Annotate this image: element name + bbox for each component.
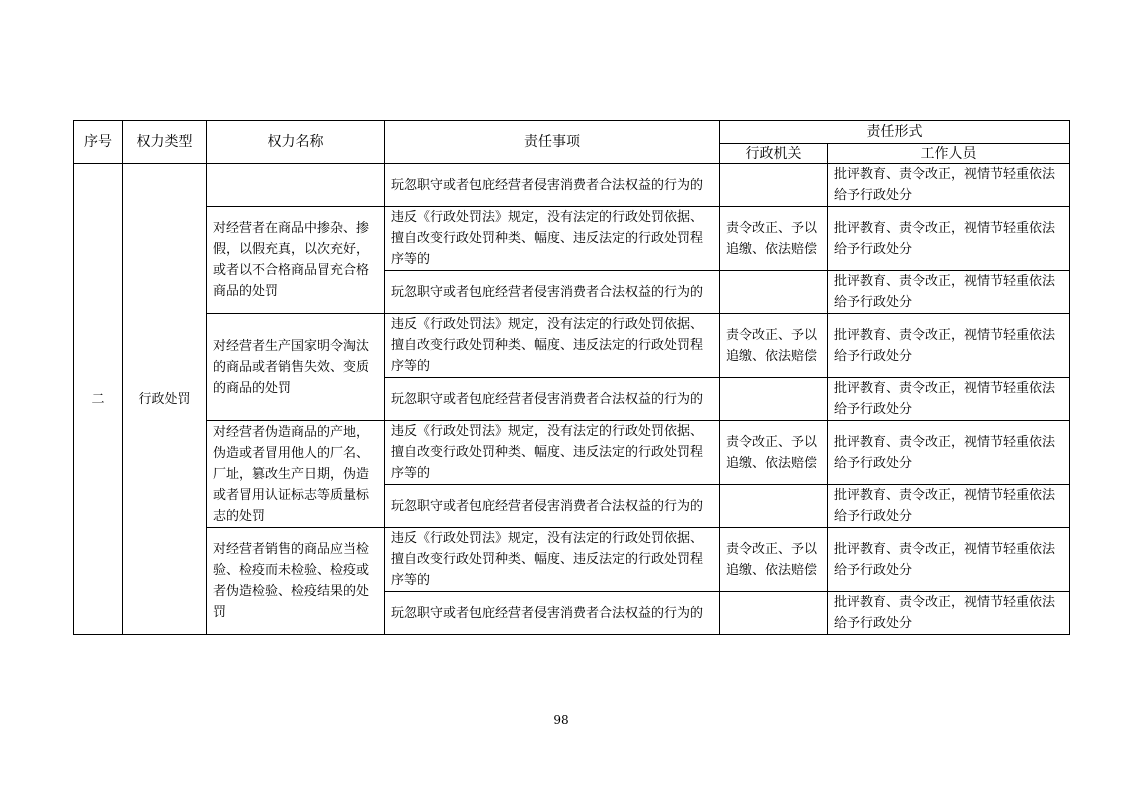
item-cell: 玩忽职守或者包庇经营者侵害消费者合法权益的行为的 bbox=[385, 164, 720, 207]
header-admin-organ: 行政机关 bbox=[720, 144, 828, 164]
staff-cell: 批评教育、责令改正，视情节轻重依法给予行政处分 bbox=[828, 314, 1070, 378]
item-cell: 违反《行政处罚法》规定，没有法定的行政处罚依据、擅自改变行政处罚种类、幅度、违反法定的行政处罚程序等的 bbox=[385, 314, 720, 378]
power-name-cell: 对经营者生产国家明令淘汰的商品或者销售失效、变质的商品的处罚 bbox=[207, 314, 385, 421]
admin-cell: 责令改正、予以追缴、依法赔偿 bbox=[720, 421, 828, 485]
staff-cell: 批评教育、责令改正，视情节轻重依法给予行政处分 bbox=[828, 378, 1070, 421]
group-power-type: 行政处罚 bbox=[123, 164, 207, 635]
item-cell: 玩忽职守或者包庇经营者侵害消费者合法权益的行为的 bbox=[385, 271, 720, 314]
table-row bbox=[74, 314, 1070, 378]
staff-cell: 批评教育、责令改正，视情节轻重依法给予行政处分 bbox=[828, 164, 1070, 207]
power-name-cell: 对经营者销售的商品应当检验、检疫而未检验、检疫或者伪造检验、检疫结果的处罚 bbox=[207, 528, 385, 635]
power-name-cell bbox=[207, 164, 385, 207]
header-row-1 bbox=[74, 121, 1070, 144]
header-index: 序号 bbox=[74, 121, 123, 164]
staff-cell: 批评教育、责令改正，视情节轻重依法给予行政处分 bbox=[828, 421, 1070, 485]
staff-cell: 批评教育、责令改正，视情节轻重依法给予行政处分 bbox=[828, 528, 1070, 592]
admin-cell: 责令改正、予以追缴、依法赔偿 bbox=[720, 207, 828, 271]
table-row bbox=[74, 207, 1070, 271]
staff-cell: 批评教育、责令改正，视情节轻重依法给予行政处分 bbox=[828, 271, 1070, 314]
item-cell: 违反《行政处罚法》规定，没有法定的行政处罚依据、擅自改变行政处罚种类、幅度、违反法定的行政处罚程序等的 bbox=[385, 207, 720, 271]
table-row bbox=[74, 528, 1070, 592]
item-cell: 违反《行政处罚法》规定，没有法定的行政处罚依据、擅自改变行政处罚种类、幅度、违反法定的行政处罚程序等的 bbox=[385, 528, 720, 592]
staff-cell: 批评教育、责令改正，视情节轻重依法给予行政处分 bbox=[828, 207, 1070, 271]
staff-cell: 批评教育、责令改正，视情节轻重依法给予行政处分 bbox=[828, 485, 1070, 528]
table-row bbox=[74, 421, 1070, 485]
staff-cell: 批评教育、责令改正，视情节轻重依法给予行政处分 bbox=[828, 592, 1070, 635]
admin-cell: 责令改正、予以追缴、依法赔偿 bbox=[720, 314, 828, 378]
table-row bbox=[74, 164, 1070, 207]
item-cell: 玩忽职守或者包庇经营者侵害消费者合法权益的行为的 bbox=[385, 378, 720, 421]
power-name-cell: 对经营者伪造商品的产地，伪造或者冒用他人的厂名、厂址，篡改生产日期，伪造或者冒用认证标志等质量标志的处罚 bbox=[207, 421, 385, 528]
admin-cell bbox=[720, 271, 828, 314]
page-number: 98 bbox=[553, 713, 569, 727]
admin-cell bbox=[720, 164, 828, 207]
item-cell: 玩忽职守或者包庇经营者侵害消费者合法权益的行为的 bbox=[385, 485, 720, 528]
responsibility-table bbox=[73, 120, 1070, 635]
admin-cell bbox=[720, 378, 828, 421]
header-power-type: 权力类型 bbox=[123, 121, 207, 164]
header-staff: 工作人员 bbox=[828, 144, 1070, 164]
header-responsibility-item: 责任事项 bbox=[385, 121, 720, 164]
group-index: 二 bbox=[74, 164, 123, 635]
admin-cell: 责令改正、予以追缴、依法赔偿 bbox=[720, 528, 828, 592]
admin-cell bbox=[720, 592, 828, 635]
admin-cell bbox=[720, 485, 828, 528]
header-power-name: 权力名称 bbox=[207, 121, 385, 164]
header-responsibility-form: 责任形式 bbox=[720, 121, 1070, 144]
item-cell: 玩忽职守或者包庇经营者侵害消费者合法权益的行为的 bbox=[385, 592, 720, 635]
item-cell: 违反《行政处罚法》规定，没有法定的行政处罚依据、擅自改变行政处罚种类、幅度、违反法定的行政处罚程序等的 bbox=[385, 421, 720, 485]
power-name-cell: 对经营者在商品中掺杂、掺假，以假充真，以次充好，或者以不合格商品冒充合格商品的处罚 bbox=[207, 207, 385, 314]
